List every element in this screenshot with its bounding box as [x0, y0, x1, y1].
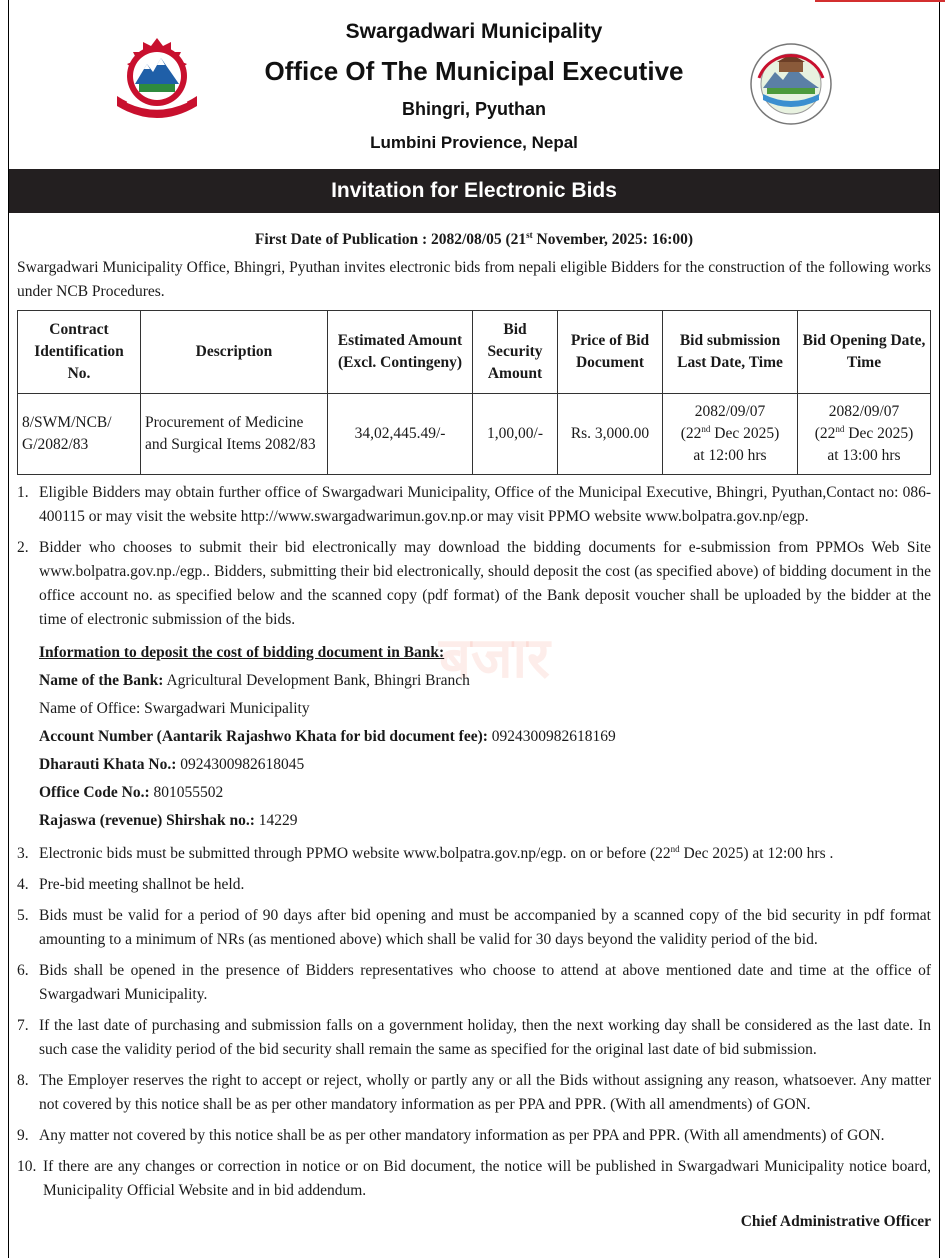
item-1-text: Eligible Bidders may obtain further office of Swargadwari Municipality, Office of the Municipal Executive, Bhingri, Pyuthan,Contact no: 086-400115 or may visit the website http://www.swargadwarimun.gov.np.or may visit PPMO website www.bolpatra.gov.np/egp.	[39, 484, 931, 525]
list-item-9: 9. Any matter not covered by this notice shall be as per other mandatory information as per PPA and PPR. (With all amendments) of GON.	[17, 1124, 931, 1148]
office-code-value: 801055502	[149, 784, 224, 801]
opening-day-close: Dec 2025)	[844, 425, 914, 442]
list-item-8: 8. The Employer reserves the right to accept or reject, wholly or partly any or all the Bids without assigning any reason, whatsoever. Any matter not covered by this notice shall be as per other mandatory information as per PPA and PPR. (With all amendments) of GON.	[17, 1069, 931, 1117]
list-item-6: 6. Bids shall be opened in the presence of Bidders representatives who choose to attend at above mentioned date and time at the office of Swargadwari Municipality.	[17, 959, 931, 1007]
cell-price: Rs. 3,000.00	[558, 394, 663, 475]
list-item-7: 7. If the last date of purchasing and submission falls on a government holiday, then the next working day shall be considered as the last date. In such case the validity period of the bid security shall remain the same as specified for the original last date of bid submission.	[17, 1014, 931, 1062]
opening-day	[802, 423, 926, 445]
cell-description: Procurement of Medicine and Surgical Items 2082/83	[141, 394, 328, 475]
rajaswa-line	[39, 807, 931, 835]
item-9-text: Any matter not covered by this notice shall be as per other mandatory information as per PPA and PPR. (With all amendments) of GON.	[39, 1127, 885, 1144]
notice-page	[8, 0, 940, 1258]
letterhead	[9, 0, 939, 170]
item-5-text: Bids must be valid for a period of 90 days after bid opening and must be accompanied by a scanned copy of the bid security in pdf format amounting to a minimum of NRs (as mentioned above) which shall be valid for 30 days beyond the validity period of the bid.	[39, 907, 931, 948]
table-row	[18, 394, 931, 475]
header-estimated-amount: Estimated Amount (Excl. Contingeny)	[328, 311, 473, 394]
cell-bid-security: 1,00,00/-	[473, 394, 558, 475]
municipality-name: Swargadwari Municipality	[345, 20, 603, 43]
header-bid-security: Bid Security Amount	[473, 311, 558, 394]
account-line	[39, 723, 931, 751]
header-contract-id: Contract Identification No.	[18, 311, 141, 394]
office-code-label: Office Code No.:	[39, 784, 150, 801]
submission-date: 2082/09/07	[694, 403, 766, 420]
rajaswa-label: Rajaswa (revenue) Shirshak no.:	[39, 812, 255, 829]
item-8-text: The Employer reserves the right to accept or reject, wholly or partly any or all the Bids without assigning any reason, whatsoever. Any matter not covered by this notice shall be as per other mandatory information as per PPA and PPR. (With all amendments) of GON.	[39, 1072, 931, 1113]
watermark: बजार	[439, 626, 550, 691]
cell-submission	[663, 394, 798, 475]
item-2-text: Bidder who chooses to submit their bid electronically may download the bidding documents for e-submission from PPMOs Web Site www.bolpatra.gov.np./egp.. Bidders, submitting their bid electronically, should deposit the cost (as specified above) of bidding document in the office account no. as specified below and the scanned copy (pdf format) of the Bank deposit voucher shall be uploaded by the bidder at the time of electronic submission of the bids.	[39, 539, 931, 628]
notice-title-banner: Invitation for Electronic Bids	[9, 169, 939, 213]
bank-name-value: Agricultural Development Bank, Bhingri Branch	[163, 672, 470, 689]
office-code-line	[39, 779, 931, 807]
account-label: Account Number (Aantarik Rajashwo Khata for bid document fee):	[39, 728, 488, 745]
list-item-5: 5. Bids must be valid for a period of 90 days after bid opening and must be accompanied by a scanned copy of the bid security in pdf format amounting to a minimum of NRs (as mentioned above) which shall be valid for 30 days beyond the validity period of the bid.	[17, 904, 931, 952]
publication-date-sup: st	[526, 230, 533, 240]
item-4-text: Pre-bid meeting shallnot be held.	[39, 876, 245, 893]
header-submission: Bid submission Last Date, Time	[663, 311, 798, 394]
list-item-2: 2. Bidder who chooses to submit their bid electronically may download the bidding documents for e-submission from PPMOs Web Site www.bolpatra.gov.np./egp.. Bidders, submitting their bid electronically, should deposit the cost (as specified above) of bidding document in the office account no. as specified below and the scanned copy (pdf format) of the Bank deposit voucher shall be uploaded by the bidder at the time of electronic submission of the bids.	[17, 536, 931, 632]
header-description: Description	[141, 311, 328, 394]
office-province: Lumbini Provience, Nepal	[370, 133, 578, 152]
municipality-logo-icon	[749, 42, 833, 126]
submission-day-open: (22	[680, 425, 702, 442]
bank-name-line	[39, 667, 931, 695]
submission-day-close: Dec 2025)	[710, 425, 780, 442]
publication-date	[17, 228, 931, 252]
list-item-4: 4. Pre-bid meeting shallnot be held.	[17, 873, 931, 897]
notice-body	[17, 228, 931, 1234]
header-opening: Bid Opening Date, Time	[798, 311, 931, 394]
submission-day	[667, 423, 793, 445]
office-name: Office Of The Municipal Executive	[264, 56, 684, 86]
cell-contract-id: 8/SWM/NCB/ G/2082/83	[18, 394, 141, 475]
office-name-line: Name of Office: Swargadwari Municipality	[39, 700, 310, 717]
item-3-pre: Electronic bids must be submitted through PPMO website www.bolpatra.gov.np/egp. on or before (22	[39, 845, 671, 862]
opening-day-sup: nd	[835, 424, 845, 434]
publication-date-prefix: First Date of Publication : 2082/08/05 (21	[254, 231, 527, 248]
dharauti-line	[39, 751, 931, 779]
office-location: Bhingri, Pyuthan	[402, 99, 546, 119]
item-3-text	[39, 842, 931, 866]
bank-info	[39, 639, 931, 835]
item-3-post: Dec 2025) at 12:00 hrs .	[679, 845, 834, 862]
cell-estimated-amount: 34,02,445.49/-	[328, 394, 473, 475]
opening-date: 2082/09/07	[828, 403, 900, 420]
table-header-row	[18, 311, 931, 394]
dharauti-value: 0924300982618045	[176, 756, 305, 773]
submission-day-sup: nd	[701, 424, 711, 434]
dharauti-label: Dharauti Khata No.:	[39, 756, 177, 773]
list-item-3: 3. Electronic bids must be submitted through PPMO website www.bolpatra.gov.np/egp. on or before (22nd Dec 2025) at 12:00 hrs .	[17, 842, 931, 866]
rajaswa-value: 14229	[254, 812, 298, 829]
publication-date-suffix: November, 2025: 16:00)	[532, 231, 694, 248]
signature: Chief Administrative Officer	[740, 1213, 931, 1230]
opening-day-open: (22	[814, 425, 836, 442]
account-value: 0924300982618169	[487, 728, 616, 745]
list-item-1: 1. Eligible Bidders may obtain further office of Swargadwari Municipality, Office of the Municipal Executive, Bhingri, Pyuthan,Contact no: 086-400115 or may visit the website http://www.swargadwarimun.gov.np.or may visit PPMO website www.bolpatra.gov.np/egp.	[17, 481, 931, 529]
cell-opening	[798, 394, 931, 475]
item-10-text: If there are any changes or correction in notice or on Bid document, the notice will be published in Swargadwari Municipality notice board, Municipality Official Website and in bid addendum.	[43, 1158, 931, 1199]
item-3-sup: nd	[670, 844, 680, 854]
opening-time: at 13:00 hrs	[827, 447, 901, 464]
bid-table	[17, 310, 931, 475]
bank-name-label: Name of the Bank:	[39, 672, 164, 689]
item-6-text: Bids shall be opened in the presence of Bidders representatives who choose to attend at above mentioned date and time at the office of Swargadwari Municipality.	[39, 962, 931, 1003]
submission-time: at 12:00 hrs	[693, 447, 767, 464]
item-7-text: If the last date of purchasing and submission falls on a government holiday, then the next working day shall be considered as the last date. In such case the validity period of the bid security shall remain the same as specified for the original last date of bid submission.	[39, 1017, 931, 1058]
header-price: Price of Bid Document	[558, 311, 663, 394]
intro-paragraph: Swargadwari Municipality Office, Bhingri, Pyuthan invites electronic bids from nepali eligible Bidders for the construction of the following works under NCB Procedures.	[17, 259, 931, 300]
list-item-10: 10. If there are any changes or correction in notice or on Bid document, the notice will be published in Swargadwari Municipality notice board, Municipality Official Website and in bid addendum.	[17, 1155, 931, 1203]
bank-heading: Information to deposit the cost of bidding document in Bank:	[39, 644, 445, 661]
